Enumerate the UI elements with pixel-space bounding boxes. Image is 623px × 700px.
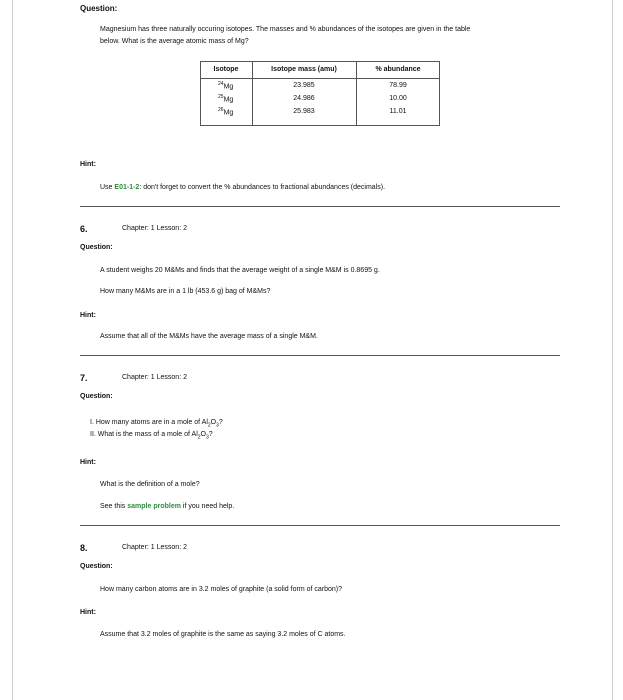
abundance-cell: 11.01 [389,108,407,116]
q8-hint-label: Hint: [80,609,96,616]
table-header-mass: Isotope mass (amu) [252,61,356,78]
q8-text: How many carbon atoms are in 3.2 moles of graphite (a solid form of carbon)? [100,586,343,593]
isotope-cell: $^{25}$Mg [218,93,234,104]
q7-chapter: Chapter: 1 Lesson: 2 [122,374,187,381]
q8-chapter: Chapter: 1 Lesson: 2 [122,544,187,551]
q8-hint-text: Assume that 3.2 moles of graphite is the same as saying 3.2 moles of C atoms. [100,631,346,638]
q7-question-label: Question: [80,393,113,400]
table-row [200,92,440,105]
page-edge-right [612,0,613,700]
mass-cell: 23.985 [293,81,315,89]
table-row [200,78,440,92]
q7-number: 7. [80,373,88,383]
q6-chapter: Chapter: 1 Lesson: 2 [122,225,187,232]
q7-item2: II. What is the mass of a mole of $Al_2O_3$? [90,431,213,441]
divider [80,525,560,526]
q7-hint-text: What is the definition of a mole? [100,481,200,488]
q5-text-line1: Magnesium has three naturally occuring isotopes. The masses and % abundances of the isotopes are given in the table [100,26,471,33]
abundance-cell: 78.99 [389,81,407,89]
mass-cell: 25.983 [293,108,315,116]
table-column-divider [252,61,253,126]
q5-text-line2: below. What is the average atomic mass of Mg? [100,38,249,45]
isotope-cell: $^{26}$Mg [218,107,234,117]
q7-item1: I. How many atoms are in a mole of $Al_2O_3$? [90,419,223,429]
q5-hint-text: Use E01-1-2: don't forget to convert the % abundances to fractional abundances (decimals). [100,184,386,191]
q6-hint-text: Assume that all of the M&Ms have the average mass of a single M&M. [100,333,318,340]
q8-question-label: Question: [80,563,113,570]
table-row [200,105,440,118]
q7-see-sample: See this sample problem if you need help. [100,503,235,510]
q8-number: 8. [80,543,88,553]
q7-hint-label: Hint: [80,459,96,466]
q6-question-label: Question: [80,244,113,251]
abundance-cell: 10.00 [389,94,407,102]
divider [80,206,560,207]
divider [80,355,560,356]
q6-number: 6. [80,224,88,234]
table-header-abundance: % abundance [356,61,440,78]
table-column-divider [356,61,357,126]
q6-text-line1: A student weighs 20 M&Ms and finds that the average weight of a single M&M is 0.8695 g. [100,267,380,274]
q5-hint-label: Hint: [80,161,96,168]
mass-cell: 24.986 [293,94,315,102]
hint-link-e01[interactable]: E01-1-2 [114,184,140,191]
isotope-cell: $^{24}$Mg [218,80,234,90]
page-edge-left [12,0,13,700]
q5-question-label: Question: [80,4,118,13]
q6-hint-label: Hint: [80,312,96,319]
table-header-isotope: Isotope [200,61,252,78]
q6-text-line2: How many M&Ms are in a 1 lb (453.6 g) bag of M&Ms? [100,288,271,295]
sample-problem-link[interactable]: sample problem [127,503,181,510]
